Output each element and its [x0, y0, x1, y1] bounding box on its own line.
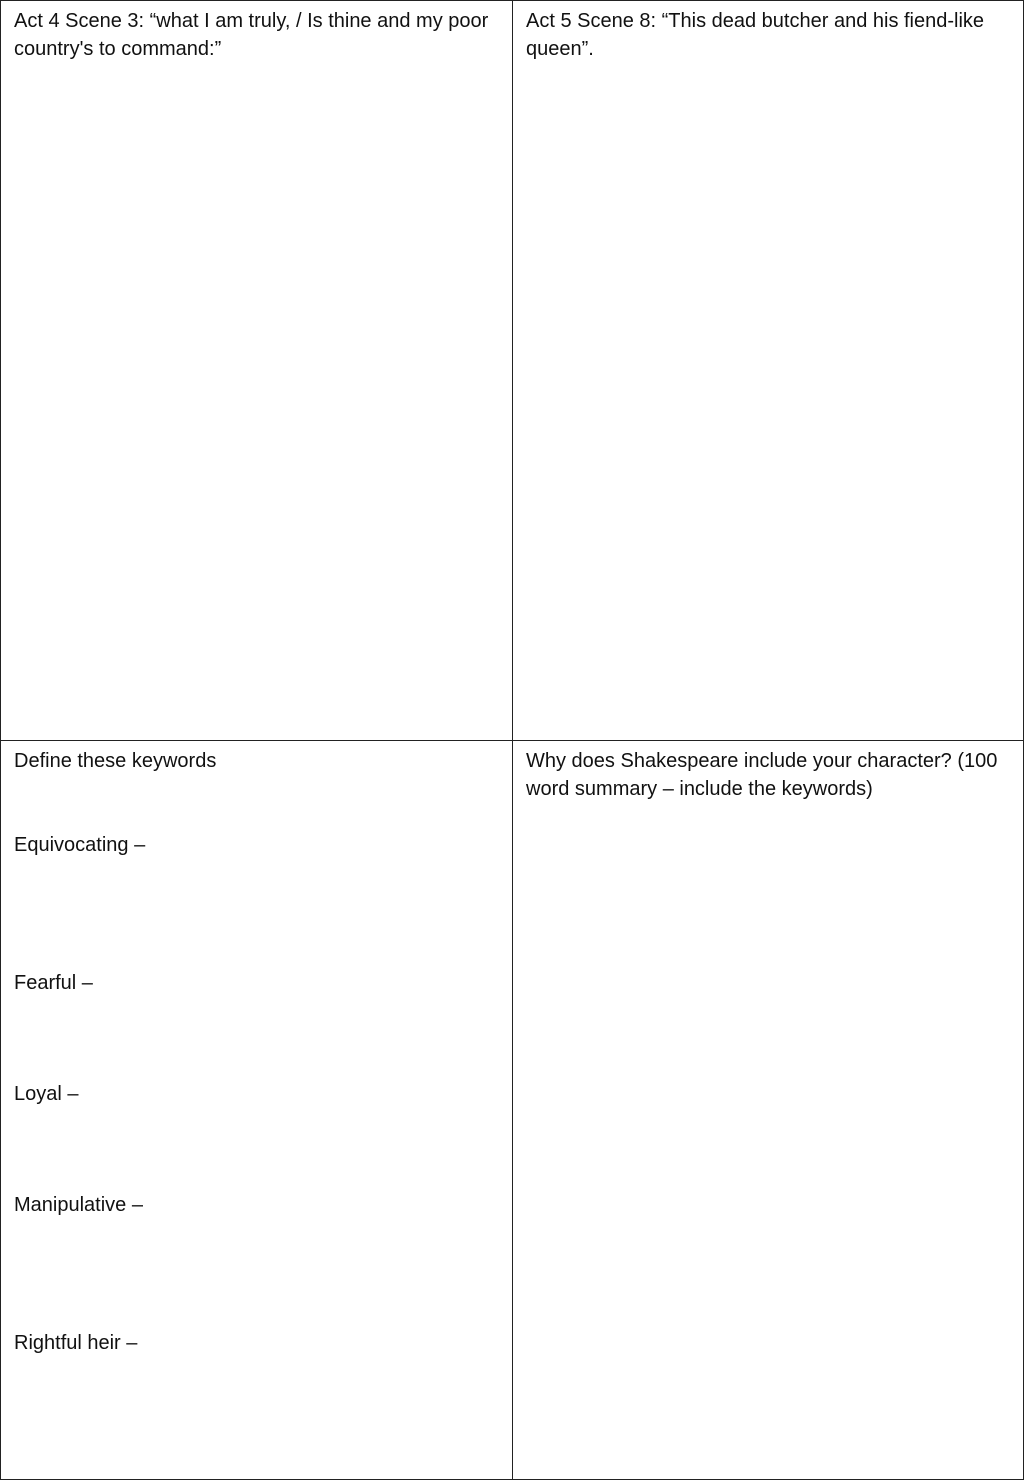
- keyword-equivocating: Equivocating –: [14, 834, 146, 856]
- quote-cell-act4[interactable]: [0, 0, 513, 741]
- summary-cell[interactable]: [512, 740, 1024, 1480]
- quote-prompt-act5: Act 5 Scene 8: “This dead butcher and his fiend-like queen”.: [526, 10, 985, 60]
- keyword-rightful-heir: Rightful heir –: [14, 1332, 138, 1354]
- quote-cell-act5[interactable]: [512, 0, 1024, 741]
- keywords-cell[interactable]: [0, 740, 513, 1480]
- keywords-heading: Define these keywords: [14, 750, 217, 772]
- summary-prompt: Why does Shakespeare include your character? (100 word summary – include the keywords): [526, 750, 998, 800]
- quote-prompt-act4: Act 4 Scene 3: “what I am truly, / Is thine and my poor country's to command:”: [14, 10, 489, 60]
- keyword-fearful: Fearful –: [14, 972, 93, 994]
- keyword-manipulative: Manipulative –: [14, 1194, 143, 1216]
- keyword-loyal: Loyal –: [14, 1083, 79, 1105]
